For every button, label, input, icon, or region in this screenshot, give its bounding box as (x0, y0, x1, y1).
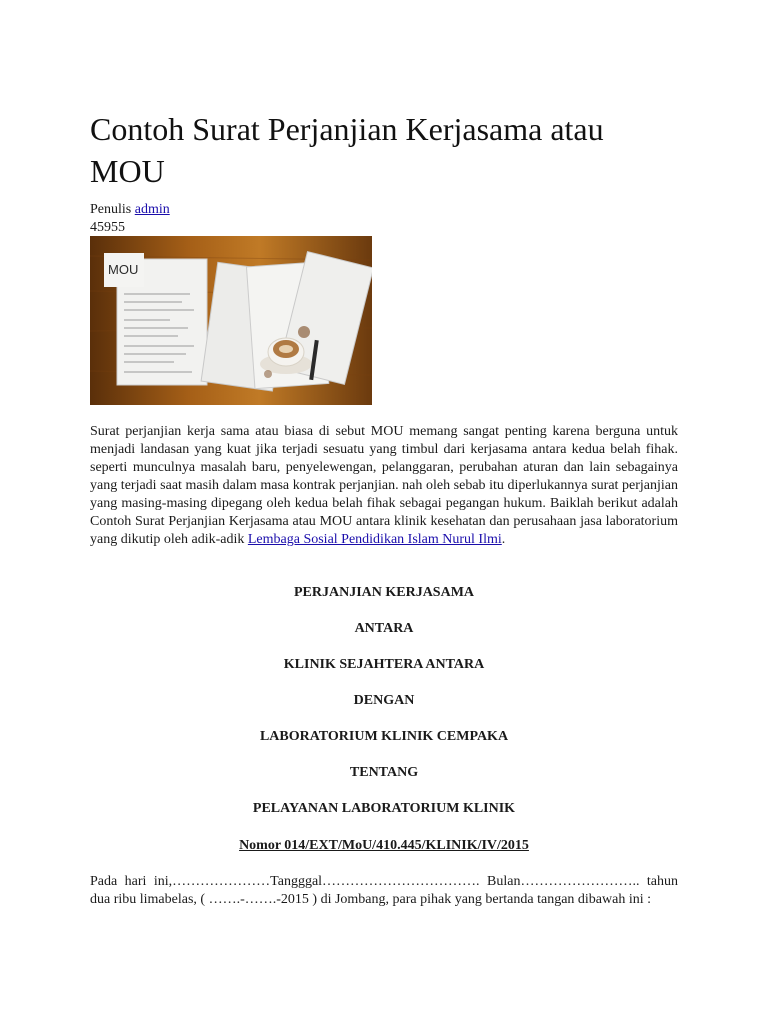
intro-paragraph (90, 423, 678, 549)
heading-with: DENGAN (353, 693, 415, 708)
heading-between: ANTARA (354, 621, 414, 636)
agreement-number: Nomor 014/EXT/MoU/410.445/KLINIK/IV/2015 (239, 838, 529, 853)
heading-about: TENTANG (349, 765, 419, 780)
article-title: Contoh Surat Perjanjian Kerjasama atau MOU (90, 111, 604, 189)
author-line (90, 201, 170, 219)
heading-party-one: KLINIK SEJAHTERA ANTARA (283, 657, 485, 672)
view-count: 45955 (90, 220, 125, 235)
author-prefix: Penulis (90, 202, 135, 217)
institution-link[interactable]: Lembaga Sosial Pendidikan Islam Nurul Ilmi (247, 532, 502, 547)
mou-badge: MOU (108, 262, 139, 277)
article-image (90, 236, 372, 405)
heading-agreement: PERJANJIAN KERJASAMA (293, 585, 475, 600)
intro-end: . (501, 532, 506, 547)
article-meta (90, 201, 170, 237)
opening-paragraph: Pada hari ini,…………………Tangggal……………………………. Bulan…………………….. tahun dua ribu limabelas, ( …….-…….-2015 ) di Jombang, para pihak yang bertanda tangan dibawah ini : (90, 874, 678, 907)
intro-text: Surat perjanjian kerja sama atau biasa di sebut MOU memang sangat penting karena berguna untuk menjadi landasan yang kuat jika terjadi sesuatu yang timbul dari kerjasama antara kedua belah fihak. seperti munculnya masalah baru, penyelewengan, pelanggaran, perubahan aturan dan lain sebagainya yang terjadi saat masih dalam masa kontrak perjanjian. nah oleh sebab itu diperlukannya surat perjanjian yang masing-masing dipegang oleh kedua belah fihak sebagai pegangan hukum. Baiklah berikut adalah Contoh Surat Perjanjian Kerjasama atau MOU antara klinik kesehatan dan perusahaan jasa laboratorium yang dikutip oleh adik-adik (90, 424, 678, 547)
author-link[interactable]: admin (134, 202, 170, 217)
paper-stack (117, 252, 372, 392)
heading-party-two: LABORATORIUM KLINIK CEMPAKA (259, 729, 509, 744)
heading-subject: PELAYANAN LABORATORIUM KLINIK (252, 801, 516, 816)
